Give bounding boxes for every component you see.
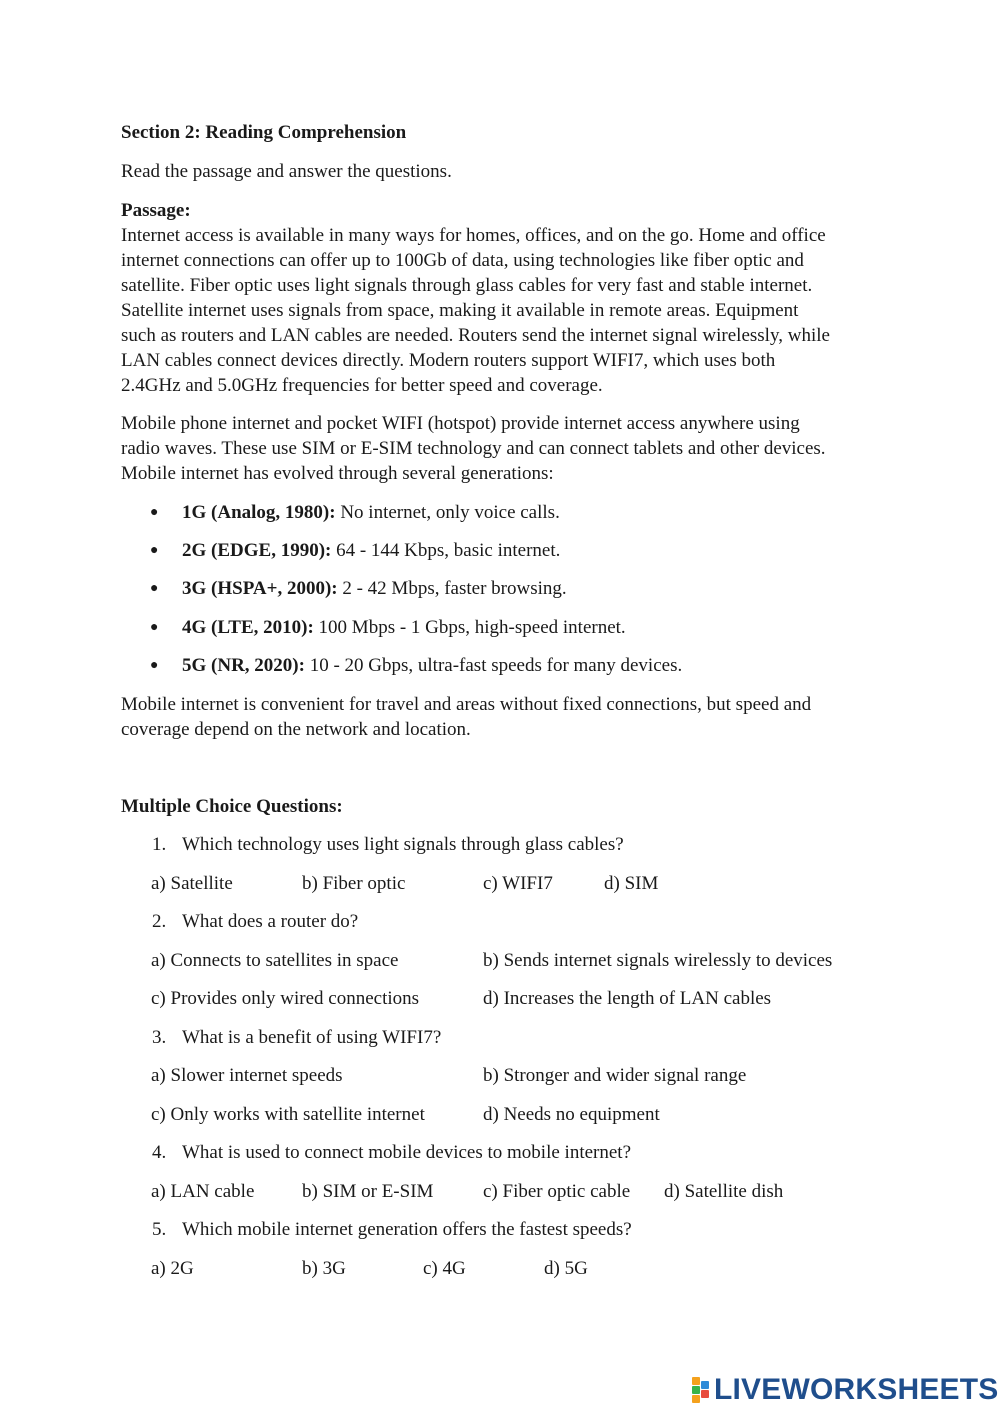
bullet-icon: ● bbox=[150, 620, 159, 635]
passage-line: satellite. Fiber optic uses light signals through glass cables for very fast and stable internet. bbox=[121, 275, 813, 296]
bullet-icon: ● bbox=[150, 581, 159, 596]
question-text: Which mobile internet generation offers the fastest speeds? bbox=[182, 1219, 632, 1240]
generation-name: 3G (HSPA+, 2000): bbox=[182, 578, 338, 599]
answer-option-c[interactable]: c) Provides only wired connections bbox=[151, 988, 420, 1009]
passage-line: internet connections can offer up to 100Gb of data, using technologies like fiber optic and bbox=[121, 250, 804, 271]
passage-line: radio waves. These use SIM or E-SIM technology and can connect tablets and other devices. bbox=[121, 438, 826, 459]
passage-line: Mobile internet is convenient for travel and areas without fixed connections, but speed and bbox=[121, 694, 812, 715]
answer-option-d[interactable]: d) SIM bbox=[604, 873, 659, 894]
section-title: Section 2: Reading Comprehension bbox=[121, 122, 407, 143]
answer-option-a[interactable]: a) Slower internet speeds bbox=[151, 1065, 343, 1086]
answer-option-b[interactable]: b) Fiber optic bbox=[302, 873, 406, 894]
passage-line: Mobile internet has evolved through several generations: bbox=[121, 463, 554, 484]
logo-text: LIVEWORKSHEETS bbox=[714, 1373, 999, 1406]
passage-line: Internet access is available in many ways for homes, offices, and on the go. Home and office bbox=[121, 225, 826, 246]
question-text: Which technology uses light signals through glass cables? bbox=[182, 834, 624, 855]
passage-label: Passage: bbox=[121, 200, 191, 221]
question-number: 3. bbox=[152, 1027, 167, 1048]
question-text: What is used to connect mobile devices to mobile internet? bbox=[182, 1142, 632, 1163]
bullet-icon: ● bbox=[150, 543, 159, 558]
answer-option-b[interactable]: b) Sends internet signals wirelessly to devices bbox=[483, 950, 833, 971]
generation-name: 4G (LTE, 2010): bbox=[182, 617, 314, 638]
question-number: 4. bbox=[152, 1142, 167, 1163]
answer-option-b[interactable]: b) SIM or E-SIM bbox=[302, 1181, 434, 1202]
liveworksheets-logo[interactable] bbox=[692, 1374, 999, 1406]
answer-option-a[interactable]: a) 2G bbox=[151, 1258, 194, 1279]
question-text: What does a router do? bbox=[182, 911, 359, 932]
answer-option-c[interactable]: c) WIFI7 bbox=[483, 873, 553, 894]
answer-option-d[interactable]: d) Needs no equipment bbox=[483, 1104, 660, 1125]
generation-desc: 10 - 20 Gbps, ultra-fast speeds for many devices. bbox=[304, 655, 683, 676]
generation-name: 2G (EDGE, 1990): bbox=[182, 540, 332, 561]
question-number: 5. bbox=[152, 1219, 167, 1240]
question-number: 2. bbox=[152, 911, 167, 932]
question-text: What is a benefit of using WIFI7? bbox=[182, 1027, 442, 1048]
passage-line: 2.4GHz and 5.0GHz frequencies for better speed and coverage. bbox=[121, 375, 603, 396]
generation-name: 1G (Analog, 1980): bbox=[182, 502, 336, 523]
answer-option-c[interactable]: c) 4G bbox=[423, 1258, 466, 1279]
logo-mark-icon bbox=[692, 1377, 710, 1403]
passage-line: such as routers and LAN cables are needed. Routers send the internet signal wirelessly, while bbox=[121, 325, 830, 346]
generation-name: 5G (NR, 2020): bbox=[182, 655, 305, 676]
passage-line: Satellite internet uses signals from space, making it available in remote areas. Equipment bbox=[121, 300, 799, 321]
answer-option-d[interactable]: d) Increases the length of LAN cables bbox=[483, 988, 772, 1009]
generation-desc: 2 - 42 Mbps, faster browsing. bbox=[337, 578, 567, 599]
answer-option-b[interactable]: b) 3G bbox=[302, 1258, 346, 1279]
bullet-icon: ● bbox=[150, 505, 159, 520]
answer-option-a[interactable]: a) LAN cable bbox=[151, 1181, 255, 1202]
mcq-title: Multiple Choice Questions: bbox=[121, 796, 343, 817]
answer-option-a[interactable]: a) Satellite bbox=[151, 873, 233, 894]
answer-option-a[interactable]: a) Connects to satellites in space bbox=[151, 950, 399, 971]
generation-desc: 100 Mbps - 1 Gbps, high-speed internet. bbox=[313, 617, 626, 638]
answer-option-c[interactable]: c) Fiber optic cable bbox=[483, 1181, 631, 1202]
answer-option-d[interactable]: d) 5G bbox=[544, 1258, 588, 1279]
generation-desc: 64 - 144 Kbps, basic internet. bbox=[331, 540, 561, 561]
passage-line: LAN cables connect devices directly. Modern routers support WIFI7, which uses both bbox=[121, 350, 776, 371]
answer-option-d[interactable]: d) Satellite dish bbox=[664, 1181, 784, 1202]
generation-desc: No internet, only voice calls. bbox=[335, 502, 560, 523]
passage-line: Mobile phone internet and pocket WIFI (hotspot) provide internet access anywhere using bbox=[121, 413, 800, 434]
passage-line: coverage depend on the network and location. bbox=[121, 719, 471, 740]
instruction: Read the passage and answer the questions. bbox=[121, 161, 452, 182]
answer-option-c[interactable]: c) Only works with satellite internet bbox=[151, 1104, 425, 1125]
bullet-icon: ● bbox=[150, 658, 159, 673]
answer-option-b[interactable]: b) Stronger and wider signal range bbox=[483, 1065, 747, 1086]
question-number: 1. bbox=[152, 834, 167, 855]
